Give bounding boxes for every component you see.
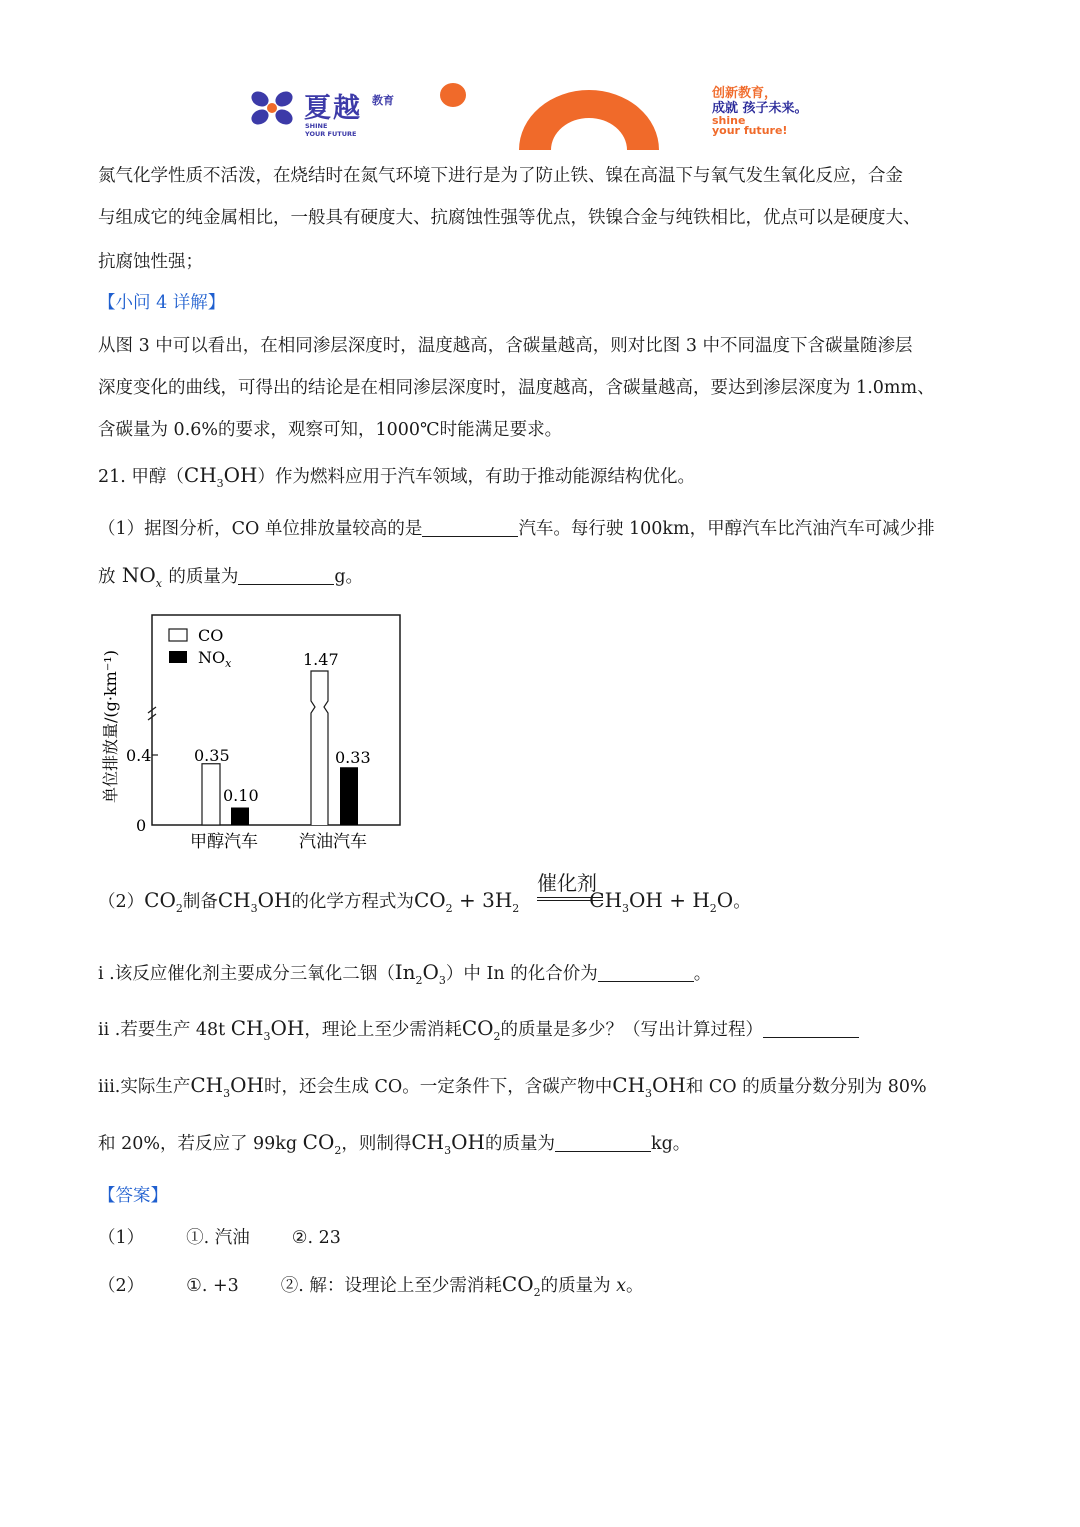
question-21-part2: $(2)CO_2$制备$CH_3OH$的化学方程式为$CO_2 + 3H_2$ $CH_3OH + H_2O$。 [98, 888, 751, 915]
legend-swatch-co [169, 629, 187, 641]
brand-logo-icon [250, 88, 298, 128]
data-label: 0.35 [194, 746, 230, 765]
paragraph-line: 从图 3 中可以看出，在相同渗层深度时，温度越高，含碳量越高，则对比图 3 中不同温度下含碳量随渗层 [98, 336, 913, 356]
paragraph-line: 抗腐蚀性强； [98, 252, 203, 272]
slogan-line4: your future! [712, 124, 788, 137]
answer-2: （2） ①. +3 ②. 解：设理论上至少需消耗$CO_2$的质量为 x。 [98, 1272, 644, 1299]
data-label: 1.47 [303, 650, 339, 669]
plot-frame [152, 615, 400, 825]
paragraph-line: 含碳量为 0.6%的要求，观察可知，1000℃时能满足要求。 [98, 420, 563, 440]
paragraph-line: 与组成它的纯金属相比，一般具有硬度大、抗腐蚀性强等优点，铁镍合金与纯铁相比，优点可以是硬度大、 [98, 208, 921, 228]
y-tick-label: 0 [136, 816, 147, 835]
x-tick-label: 汽油汽车 [299, 832, 367, 852]
paragraph-line: 氮气化学性质不活泼，在烧结时在氮气环境下进行是为了防止铁、镍在高温下与氧气发生氧化反应，合金 [98, 166, 903, 186]
question-21-part1-cont: 放 $NO_x$ 的质量为 g。 [98, 563, 364, 590]
brand-english-line2: YOUR FUTURE [305, 130, 357, 138]
answer-blank[interactable] [238, 566, 334, 585]
sub-question-ii: ii .若要生产 48t $CH_3OH$，理论上至少需消耗$CO_2$的质量是多少？（写出计算过程） [98, 1016, 859, 1043]
bar-methanol-nox [231, 808, 249, 826]
answer-blank[interactable] [422, 518, 518, 537]
slogan-line1: 创新教育， [712, 86, 778, 101]
page-header [0, 0, 1080, 155]
answer-blank[interactable] [555, 1133, 651, 1152]
paragraph-line: 深度变化的曲线，可得出的结论是在相同渗层深度时，温度越高，含碳量越高，要达到渗层深度为 1.0mm、 [98, 378, 935, 398]
catalyst-label: 催化剂 [537, 871, 597, 895]
section-heading: 【小问 4 详解】 [98, 293, 226, 313]
y-tick-label: 0.4 [126, 746, 152, 765]
slogan [712, 86, 808, 136]
answer-blank[interactable] [598, 963, 694, 982]
legend-label-nox: $NO_x$ [198, 648, 232, 670]
sub-question-iii-cont: 和 20%，若反应了 99kg $CO_2$，则制得$CH_3OH$的质量为 kg。 [98, 1130, 691, 1157]
x-tick-label: 甲醇汽车 [190, 832, 258, 852]
answer-heading: 【答案】 [98, 1186, 168, 1206]
brand-english [305, 122, 356, 138]
data-label: 0.33 [335, 748, 371, 767]
y-axis-label: 单位排放量/(g·km⁻¹) [101, 650, 120, 803]
answer-blank[interactable] [763, 1019, 859, 1038]
slogan-line2: 成就 孩子未来。 [712, 101, 808, 116]
answer-1: （1） ①. 汽油 ②. 23 [98, 1228, 341, 1248]
bar-gasoline-nox [340, 767, 358, 825]
sub-question-iii: iii.实际生产$CH_3OH$时，还会生成 CO。一定条件下，含碳产物中$CH_3OH$和 CO 的质量分数分别为 80% [98, 1073, 927, 1100]
orange-arc-decoration [519, 90, 659, 150]
data-label: 0.10 [223, 786, 259, 805]
legend-label-co: CO [198, 626, 224, 645]
emission-bar-chart [96, 603, 416, 863]
legend-swatch-nox [169, 651, 187, 663]
sub-question-i: i .该反应催化剂主要成分三氧化二铟$(In_2O_3)$中 In 的化合价为 。 [98, 960, 712, 987]
bar-methanol-co [202, 764, 220, 825]
brand-superscript: 教育 [372, 94, 394, 107]
question-21-intro: 21. 甲醇$(CH_3OH)$作为燃料应用于汽车领域，有助于推动能源结构优化。 [98, 463, 695, 490]
question-21-part1: （1）据图分析，CO 单位排放量较高的是 汽车。每行驶 100km，甲醇汽车比汽油汽车可减少排 [98, 519, 935, 539]
brand-english-line1: SHINE [305, 122, 328, 130]
brand-name: 夏越 [304, 93, 362, 124]
bar-gasoline-co [311, 671, 328, 825]
slogan-line3: shine [712, 114, 746, 127]
orange-dot-decoration [440, 83, 466, 107]
